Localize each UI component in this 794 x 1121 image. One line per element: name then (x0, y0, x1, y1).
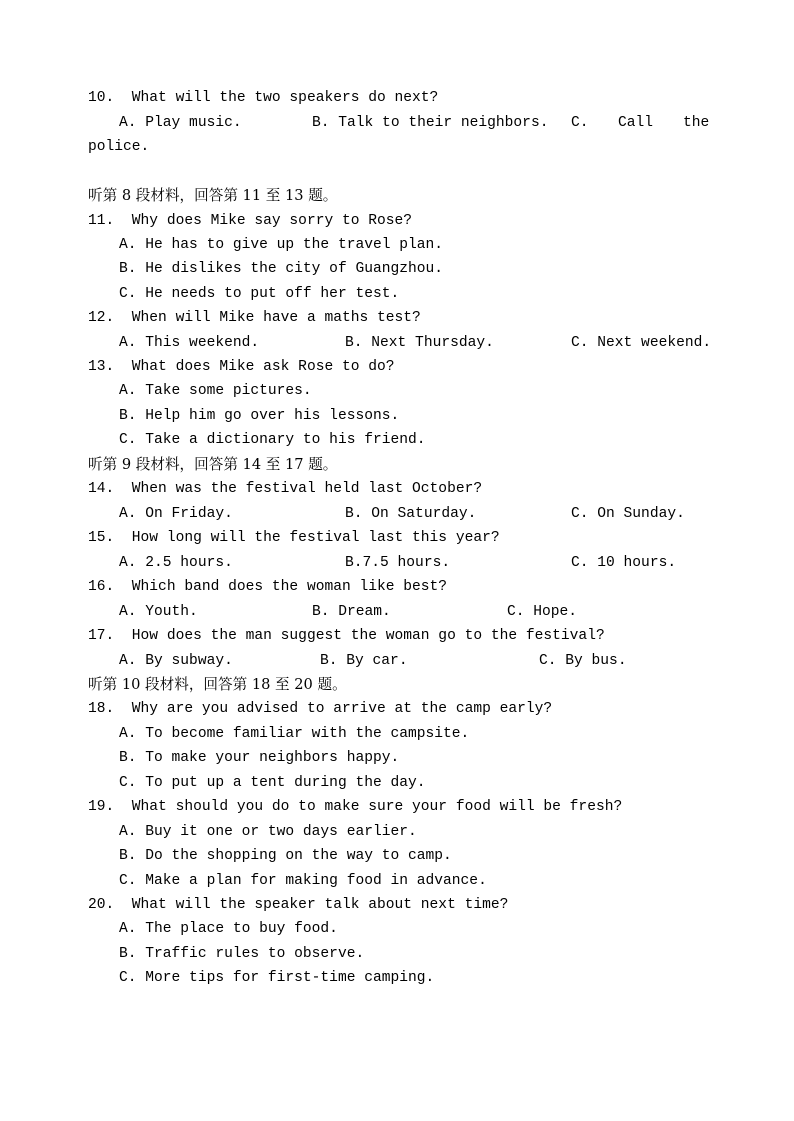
q19-option-a: A. Buy it one or two days earlier. (119, 824, 417, 840)
q17-option-a: A. By subway. (119, 653, 233, 669)
q10-stem: 10. What will the two speakers do next? (88, 90, 439, 106)
section-heading-9: 听第 9 段材料，回答第 14 至 17 题。 (88, 456, 338, 473)
q18-option-c: C. To put up a tent during the day. (119, 775, 426, 791)
section-heading-10: 听第 10 段材料，回答第 18 至 20 题。 (88, 676, 347, 693)
q15-option-b: B.7.5 hours. (345, 555, 451, 571)
q20-option-a: A. The place to buy food. (119, 921, 338, 937)
q11-stem: 11. Why does Mike say sorry to Rose? (88, 213, 413, 229)
q12-stem: 12. When will Mike have a maths test? (88, 310, 421, 326)
q13-option-c: C. Take a dictionary to his friend. (119, 432, 426, 448)
q16-stem: 16. Which band does the woman like best? (88, 579, 448, 595)
q11-option-b: B. He dislikes the city of Guangzhou. (119, 261, 444, 277)
q15-stem: 15. How long will the festival last this year? (88, 530, 500, 546)
q16-option-b: B. Dream. (312, 604, 391, 620)
q16-option-a: A. Youth. (119, 604, 198, 620)
q19-option-b: B. Do the shopping on the way to camp. (119, 848, 452, 864)
q13-stem: 13. What does Mike ask Rose to do? (88, 359, 395, 375)
q13-option-a: A. Take some pictures. (119, 383, 312, 399)
q10-option-b: B. Talk to their neighbors. (312, 115, 549, 131)
q11-option-c: C. He needs to put off her test. (119, 286, 400, 302)
q14-stem: 14. When was the festival held last October? (88, 481, 483, 497)
q12-option-a: A. This weekend. (119, 335, 260, 351)
q15-option-a: A. 2.5 hours. (119, 555, 233, 571)
q17-stem: 17. How does the man suggest the woman go to the festival? (88, 628, 605, 644)
q17-option-c: C. By bus. (539, 653, 627, 669)
q18-stem: 18. Why are you advised to arrive at the camp early? (88, 701, 553, 717)
q15-option-c: C. 10 hours. (571, 555, 677, 571)
q10-option-a: A. Play music. (119, 115, 242, 131)
q16-option-c: C. Hope. (507, 604, 578, 620)
q14-option-a: A. On Friday. (119, 506, 233, 522)
q19-option-c: C. Make a plan for making food in advance. (119, 873, 487, 889)
q12-option-b: B. Next Thursday. (345, 335, 494, 351)
q14-option-c: C. On Sunday. (571, 506, 685, 522)
q20-stem: 20. What will the speaker talk about next time? (88, 897, 509, 913)
q17-option-b: B. By car. (320, 653, 408, 669)
q11-option-a: A. He has to give up the travel plan. (119, 237, 444, 253)
q18-option-a: A. To become familiar with the campsite. (119, 726, 470, 742)
q12-option-c: C. Next weekend. (571, 335, 712, 351)
q13-option-b: B. Help him go over his lessons. (119, 408, 400, 424)
q20-option-b: B. Traffic rules to observe. (119, 946, 365, 962)
q20-option-c: C. More tips for first-time camping. (119, 970, 435, 986)
q18-option-b: B. To make your neighbors happy. (119, 750, 400, 766)
q10-option-c-label: C. (571, 115, 589, 131)
q10-option-c-word: Call (618, 115, 654, 131)
q19-stem: 19. What should you do to make sure your food will be fresh? (88, 799, 623, 815)
q14-option-b: B. On Saturday. (345, 506, 477, 522)
q10-option-c-word: the (683, 115, 710, 131)
section-heading-8: 听第 8 段材料，回答第 11 至 13 题。 (88, 187, 338, 204)
q10-option-c-continued: police. (88, 139, 150, 155)
